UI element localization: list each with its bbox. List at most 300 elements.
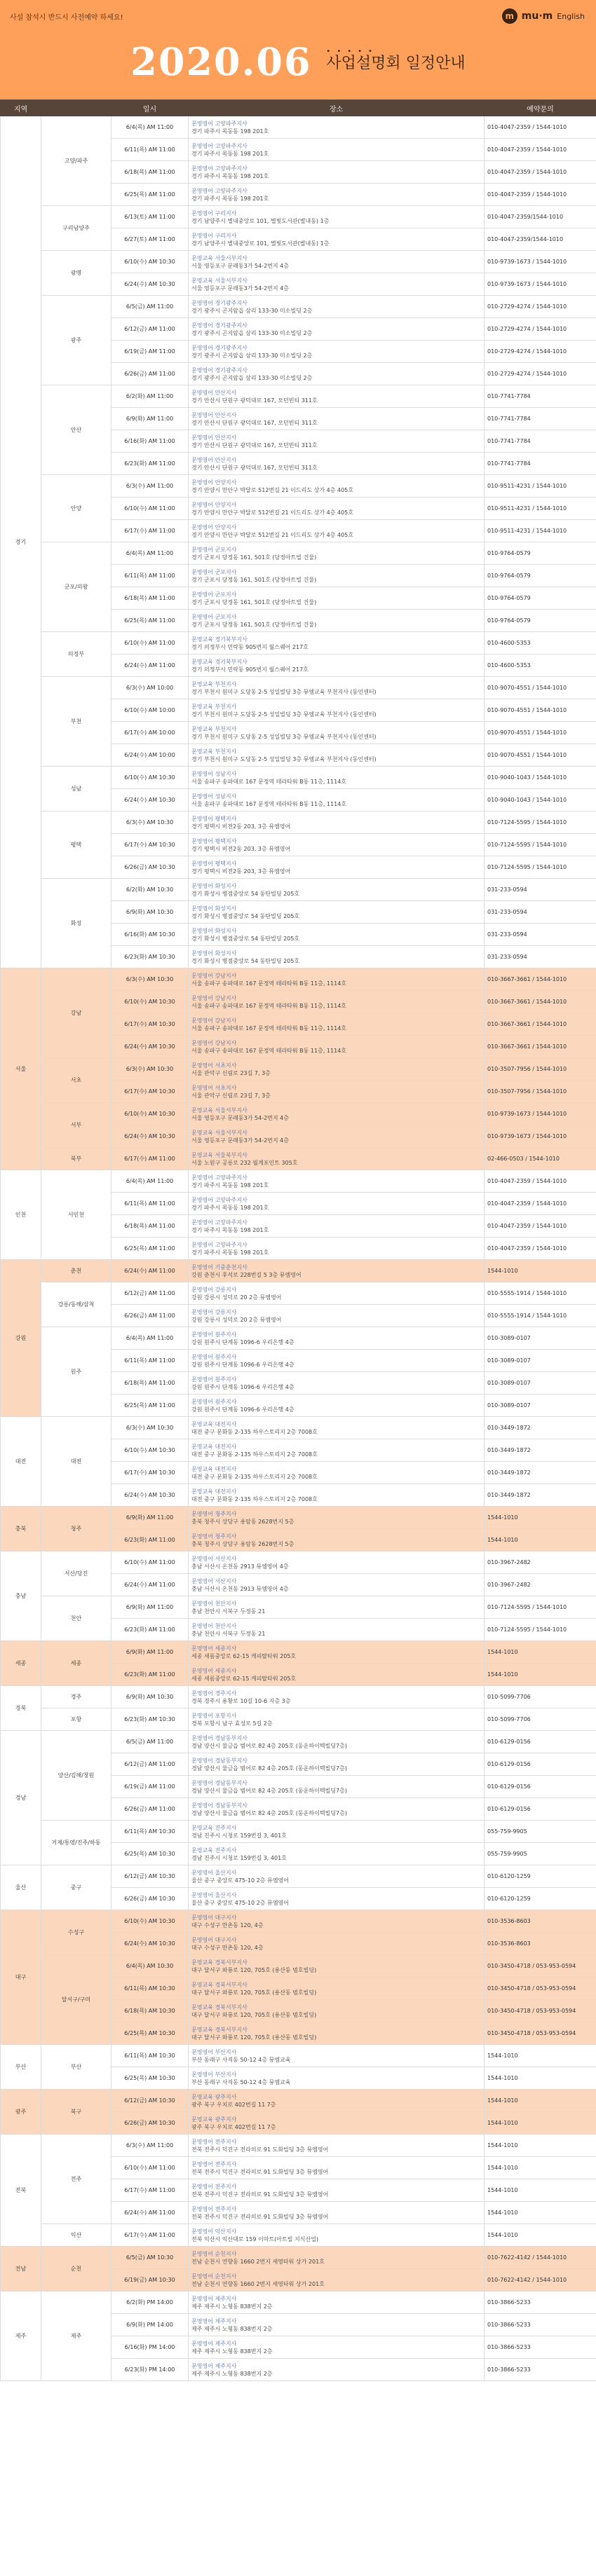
branch-name[interactable]: 문영영어 전주지사 bbox=[191, 2160, 237, 2167]
place-cell bbox=[189, 1170, 485, 1193]
branch-address: 대전 중구 문화동 2-135 하우스토리지 2층 7008호 bbox=[191, 1473, 318, 1480]
branch-name[interactable]: 문영영어 군포지사 bbox=[191, 613, 237, 620]
phone-cell[interactable]: 010-4047-2359 / 1544-1010 bbox=[485, 161, 596, 184]
date-cell: 6/23(화) AM 11:00 bbox=[111, 1664, 189, 1686]
branch-name[interactable]: 문영영어 안양지사 bbox=[191, 501, 237, 508]
branch-name[interactable]: 문영영어 고양파주지사 bbox=[191, 1174, 248, 1181]
schedule-row bbox=[1, 1170, 596, 1193]
phone-cell[interactable]: 010-4047-2359 / 1544-1010 bbox=[485, 139, 596, 161]
branch-name[interactable]: 문영영어 청주지사 bbox=[191, 1510, 237, 1517]
phone-cell[interactable]: 010-4600-5353 bbox=[485, 632, 596, 655]
phone-cell[interactable]: 010-7124-5595 / 1544-1010 bbox=[485, 856, 596, 879]
phone-cell[interactable]: 010-3089-0107 bbox=[485, 1327, 596, 1350]
phone-cell[interactable]: 010-9739-1673 / 1544-1010 bbox=[485, 273, 596, 296]
phone-cell[interactable]: 055-759-9905 bbox=[485, 1821, 596, 1843]
place-cell bbox=[189, 2135, 485, 2157]
phone-cell[interactable]: 010-2729-4274 / 1544-1010 bbox=[485, 341, 596, 363]
phone-cell[interactable]: 010-9070-4551 / 1544-1010 bbox=[485, 677, 596, 699]
branch-name[interactable]: 문영영어 전주지사 bbox=[191, 2138, 237, 2145]
branch-address: 경기 파주시 목동동 198 201호 bbox=[191, 128, 269, 135]
branch-name[interactable]: 문영영어 제주지사 bbox=[191, 2362, 237, 2369]
branch-name[interactable]: 문영교육 경북서부지사 bbox=[191, 2003, 248, 2010]
branch-name[interactable]: 문영영어 제주지사 bbox=[191, 2340, 237, 2347]
date-cell: 6/17(수) AM 11:00 bbox=[111, 2224, 189, 2247]
phone-cell[interactable]: 010-9070-4551 / 1544-1010 bbox=[485, 722, 596, 744]
phone-cell[interactable]: 010-2729-4274 / 1544-1010 bbox=[485, 318, 596, 341]
place-cell bbox=[189, 318, 485, 341]
branch-name[interactable]: 문영영어 고양파주지사 bbox=[191, 165, 248, 172]
date-cell: 6/23(화) AM 11:00 bbox=[111, 1619, 189, 1641]
place-cell bbox=[189, 2045, 485, 2067]
branch-name[interactable]: 문영영어 안양지사 bbox=[191, 479, 237, 486]
branch-name[interactable]: 문영영어 안산지사 bbox=[191, 411, 237, 418]
phone-cell[interactable]: 010-9070-4551 / 1544-1010 bbox=[485, 744, 596, 767]
phone-cell[interactable]: 010-3449-1872 bbox=[485, 1462, 596, 1484]
phone-cell[interactable]: 010-7622-4142 / 1544-1010 bbox=[485, 2247, 596, 2269]
phone-cell[interactable]: 1544-1010 bbox=[485, 2135, 596, 2157]
place-cell bbox=[189, 1888, 485, 1910]
date-cell: 6/9(화) AM 10:30 bbox=[111, 1686, 189, 1708]
region-cell: 경기 bbox=[1, 116, 41, 968]
branch-name[interactable]: 문영영어 원주지사 bbox=[191, 1376, 237, 1383]
branch-address: 경기 화성시 병점중앙로 54 동탄빌딩 205호 bbox=[191, 935, 300, 942]
phone-cell[interactable]: 010-3667-3661 / 1544-1010 bbox=[485, 991, 596, 1013]
schedule-row bbox=[1, 475, 596, 498]
phone-cell[interactable]: 1544-1010 bbox=[485, 2157, 596, 2179]
phone-cell[interactable]: 010-4047-2359 / 1544-1010 bbox=[485, 184, 596, 206]
phone-cell[interactable]: 010-7741-7784 bbox=[485, 453, 596, 475]
branch-name[interactable]: 문영교육 서울서부지사 bbox=[191, 254, 248, 261]
branch-address: 경남 양산시 물금읍 범어로 82 4층 205호 (동운하이텍빌딩7층) bbox=[191, 1787, 347, 1794]
place-cell bbox=[189, 968, 485, 991]
branch-name[interactable]: 문영영어 제주지사 bbox=[191, 2317, 237, 2324]
phone-cell[interactable]: 010-6129-0156 bbox=[485, 1731, 596, 1753]
place-cell bbox=[189, 1731, 485, 1753]
branch-name[interactable]: 문영영어 포항지사 bbox=[191, 1712, 237, 1719]
phone-cell[interactable]: 010-5555-1914 / 1544-1010 bbox=[485, 1305, 596, 1327]
date-cell: 6/17(수) AM 10:30 bbox=[111, 1013, 189, 1036]
phone-cell[interactable]: 010-3449-1872 bbox=[485, 1417, 596, 1439]
branch-name[interactable]: 문영교육 서울서부지사 bbox=[191, 1107, 248, 1114]
branch-name[interactable]: 문영영어 원주지사 bbox=[191, 1331, 237, 1338]
branch-name[interactable]: 문영영어 서산지사 bbox=[191, 1555, 237, 1562]
place-cell bbox=[189, 1664, 485, 1686]
branch-name[interactable]: 문영교육 서울북부지사 bbox=[191, 1151, 248, 1158]
branch-name[interactable]: 문영영어 안양지사 bbox=[191, 523, 237, 530]
branch-name[interactable]: 문영영어 경남동부지사 bbox=[191, 1779, 248, 1786]
phone-cell[interactable]: 010-7741-7784 bbox=[485, 408, 596, 430]
phone-cell[interactable]: 010-3536-8603 bbox=[485, 1910, 596, 1933]
branch-name[interactable]: 문영교육 부천지사 bbox=[191, 703, 237, 710]
title-text bbox=[326, 47, 466, 72]
phone-cell[interactable]: 010-3667-3661 / 1544-1010 bbox=[485, 1013, 596, 1036]
date-cell: 6/17(수) AM 11:00 bbox=[111, 2179, 189, 2202]
branch-name[interactable]: 문영영어 대구지사 bbox=[191, 1914, 237, 1921]
phone-cell[interactable]: 010-9764-0579 bbox=[485, 587, 596, 610]
phone-cell[interactable]: 1544-1010 bbox=[485, 1641, 596, 1664]
branch-name[interactable]: 문영교육 광주지사 bbox=[191, 2116, 237, 2123]
branch-name[interactable]: 문영영어 평택지사 bbox=[191, 837, 237, 844]
branch-address: 서울 영등포구 문래동3가 54-2번지 4층 bbox=[191, 1114, 289, 1121]
schedule-row bbox=[1, 1641, 596, 1664]
phone-cell[interactable]: 010-3866-5233 bbox=[485, 2359, 596, 2381]
phone-cell[interactable]: 010-4600-5353 bbox=[485, 655, 596, 677]
place-cell bbox=[189, 1058, 485, 1081]
branch-name[interactable]: 문영영어 제주지사 bbox=[191, 2295, 237, 2302]
phone-cell[interactable]: 010-3450-4718 / 053-953-0594 bbox=[485, 2022, 596, 2045]
branch-name[interactable]: 문영교육 대전지사 bbox=[191, 1488, 237, 1495]
phone-cell[interactable]: 010-4047-2359 / 1544-1010 bbox=[485, 1215, 596, 1238]
date-cell: 6/24(수) AM 10:30 bbox=[111, 273, 189, 296]
date-cell: 6/10(수) AM 11:00 bbox=[111, 1551, 189, 1574]
area-cell: 서부 bbox=[41, 1103, 111, 1148]
branch-address: 대구 달서구 와룡로 120, 705호 (용산동 범호빌딩) bbox=[191, 2034, 317, 2041]
phone-cell[interactable]: 055-759-9905 bbox=[485, 1843, 596, 1865]
branch-name[interactable]: 문영영어 경주지사 bbox=[191, 1690, 237, 1697]
phone-cell[interactable]: 1544-1010 bbox=[485, 2202, 596, 2224]
date-cell: 6/19(금) AM 11:00 bbox=[111, 1776, 189, 1798]
phone-cell[interactable]: 1544-1010 bbox=[485, 1507, 596, 1529]
phone-cell[interactable]: 010-6129-0156 bbox=[485, 1753, 596, 1776]
place-cell bbox=[189, 184, 485, 206]
branch-address: 전북 전주시 덕진구 전라의로 91 도화빌딩 3층 뮤엠영어 bbox=[191, 2191, 329, 2198]
branch-address: 경북 포항시 남구 효성로 5길 2층 bbox=[191, 1720, 273, 1727]
branch-name[interactable]: 문영영어 안산지사 bbox=[191, 434, 237, 441]
date-cell: 6/18(목) AM 11:00 bbox=[111, 1215, 189, 1238]
branch-name[interactable]: 문영영어 익산지사 bbox=[191, 2228, 237, 2235]
area-cell: 평택 bbox=[41, 811, 111, 879]
place-cell bbox=[189, 161, 485, 184]
phone-cell[interactable]: 010-9764-0579 bbox=[485, 542, 596, 565]
date-cell: 6/24(수) AM 11:00 bbox=[111, 1574, 189, 1596]
branch-name[interactable]: 문영영어 기중춘천지사 bbox=[191, 1263, 248, 1270]
date-cell: 6/17(수) AM 10:00 bbox=[111, 722, 189, 744]
branch-name[interactable]: 문영영어 원주지사 bbox=[191, 1398, 237, 1405]
phone-cell[interactable]: 010-7124-5595 / 1544-1010 bbox=[485, 811, 596, 834]
branch-name[interactable]: 문영영어 강남지사 bbox=[191, 994, 237, 1001]
branch-name[interactable]: 문영교육 대전지사 bbox=[191, 1420, 237, 1427]
branch-name[interactable]: 문영영어 고양파주지사 bbox=[191, 120, 248, 127]
place-cell bbox=[189, 296, 485, 318]
phone-cell[interactable]: 010-6129-0156 bbox=[485, 1798, 596, 1821]
branch-name[interactable]: 문영영어 구리지사 bbox=[191, 232, 237, 239]
phone-cell[interactable]: 010-9739-1673 / 1544-1010 bbox=[485, 251, 596, 273]
date-cell: 6/25(목) AM 11:00 bbox=[111, 610, 189, 632]
phone-cell[interactable]: 010-9511-4231 / 1544-1010 bbox=[485, 520, 596, 542]
phone-cell[interactable]: 010-3449-1872 bbox=[485, 1439, 596, 1462]
branch-name[interactable]: 문영영어 구리지사 bbox=[191, 210, 237, 217]
branch-name[interactable]: 문영교육 대전지사 bbox=[191, 1443, 237, 1450]
date-cell: 6/18(목) AM 10:30 bbox=[111, 2000, 189, 2022]
branch-name[interactable]: 문영영어 평택지사 bbox=[191, 815, 237, 822]
branch-name[interactable]: 문영영어 순천지사 bbox=[191, 2273, 237, 2280]
branch-name[interactable]: 문영영어 군포지사 bbox=[191, 546, 237, 553]
area-cell: 의정부 bbox=[41, 632, 111, 677]
place-cell bbox=[189, 1798, 485, 1821]
branch-name[interactable]: 문영영어 화성지사 bbox=[191, 927, 237, 934]
branch-address: 강원 강릉시 성덕로 20 2층 뮤엠영어 bbox=[191, 1316, 282, 1323]
phone-cell[interactable]: 02-466-0503 / 1544-1010 bbox=[485, 1148, 596, 1170]
phone-cell[interactable]: 010-3967-2482 bbox=[485, 1551, 596, 1574]
brand-logo[interactable] bbox=[502, 8, 585, 24]
col-place-header: 장소 bbox=[189, 100, 485, 116]
phone-cell[interactable]: 010-6120-1259 bbox=[485, 1865, 596, 1888]
branch-name[interactable]: 문영영어 경기광주지사 bbox=[191, 344, 248, 351]
phone-cell[interactable]: 010-3507-7956 / 1544-1010 bbox=[485, 1081, 596, 1103]
place-cell bbox=[189, 206, 485, 228]
branch-address: 서울 관악구 신림로 23길 7, 3층 bbox=[191, 1092, 271, 1099]
place-cell bbox=[189, 1551, 485, 1574]
branch-name[interactable]: 문영영어 경남동부지사 bbox=[191, 1757, 248, 1764]
branch-name[interactable]: 문영교육 서울서부지사 bbox=[191, 1129, 248, 1136]
branch-name[interactable]: 문영영어 강남지사 bbox=[191, 972, 237, 979]
branch-name[interactable]: 문영영어 청주지사 bbox=[191, 1533, 237, 1540]
branch-name[interactable]: 문영영어 대구지사 bbox=[191, 1936, 237, 1943]
phone-cell[interactable]: 010-5099-7706 bbox=[485, 1708, 596, 1731]
date-cell: 6/17(수) AM 10:30 bbox=[111, 834, 189, 856]
branch-name[interactable]: 문영영어 경기광주지사 bbox=[191, 299, 248, 306]
date-cell: 6/5(금) AM 11:00 bbox=[111, 1731, 189, 1753]
phone-cell[interactable]: 1544-1010 bbox=[485, 2179, 596, 2202]
phone-cell[interactable]: 1544-1010 bbox=[485, 1529, 596, 1551]
phone-cell[interactable]: 010-2729-4274 / 1544-1010 bbox=[485, 363, 596, 385]
branch-name[interactable]: 문영교육 경북서부지사 bbox=[191, 2026, 248, 2033]
branch-name[interactable]: 문영영어 강릉지사 bbox=[191, 1286, 237, 1293]
branch-name[interactable]: 문영영어 경남동부지사 bbox=[191, 1802, 248, 1809]
date-cell: 6/19(금) AM 10:30 bbox=[111, 2269, 189, 2291]
phone-cell[interactable]: 010-3450-4718 / 053-953-0594 bbox=[485, 2000, 596, 2022]
phone-cell[interactable]: 010-4047-2359/1544-1010 bbox=[485, 228, 596, 251]
phone-cell[interactable]: 010-9764-0579 bbox=[485, 610, 596, 632]
branch-address: 전남 순천시 연향동 1660 2번지 세영타워 상가 201호 bbox=[191, 2258, 325, 2265]
phone-cell[interactable]: 010-9070-4551 / 1544-1010 bbox=[485, 699, 596, 722]
branch-address: 강원 원주시 단계동 1096-6 우리은행 4층 bbox=[191, 1383, 294, 1390]
phone-cell[interactable]: 010-4047-2359 / 1544-1010 bbox=[485, 116, 596, 139]
branch-name[interactable]: 문영교육 진주지사 bbox=[191, 1824, 237, 1831]
branch-name[interactable]: 문영영어 강남지사 bbox=[191, 1017, 237, 1024]
phone-cell[interactable]: 010-3450-4718 / 053-953-0594 bbox=[485, 1978, 596, 2000]
date-cell: 6/9(화) PM 14:00 bbox=[111, 2314, 189, 2336]
phone-cell[interactable]: 010-3866-5233 bbox=[485, 2314, 596, 2336]
branch-name[interactable]: 문영교육 경기북부지사 bbox=[191, 636, 248, 643]
branch-address: 서울 송파구 송파대로 167 문정역 테라타워 B동 11층, 1114호 bbox=[191, 1002, 347, 1009]
branch-name[interactable]: 문영교육 부천지사 bbox=[191, 725, 237, 732]
branch-address: 경기 부천시 원미구 도당동 2-5 성일빌딩 3층 뮤엠교육 부천지사 (동인센터) bbox=[191, 688, 377, 695]
area-cell: 익산 bbox=[41, 2224, 111, 2247]
branch-name[interactable]: 문영영어 강남지사 bbox=[191, 1039, 237, 1046]
phone-cell[interactable]: 031-233-0594 bbox=[485, 879, 596, 901]
phone-cell[interactable]: 010-9511-4231 / 1544-1010 bbox=[485, 498, 596, 520]
branch-name[interactable]: 문영영어 고양파주지사 bbox=[191, 1241, 248, 1248]
phone-cell[interactable]: 010-3089-0107 bbox=[485, 1350, 596, 1372]
phone-cell[interactable]: 010-9739-1673 / 1544-1010 bbox=[485, 1103, 596, 1125]
area-cell: 세종 bbox=[41, 1641, 111, 1686]
phone-cell[interactable]: 010-7124-5595 / 1544-1010 bbox=[485, 1596, 596, 1619]
branch-address: 세종 새롬중앙로 62-15 캐피탈타워 205호 bbox=[191, 1675, 297, 1682]
phone-cell[interactable]: 010-3866-5233 bbox=[485, 2291, 596, 2314]
place-cell bbox=[189, 1327, 485, 1350]
branch-name[interactable]: 문영영어 화성지사 bbox=[191, 882, 237, 889]
branch-name[interactable]: 문영영어 천안지사 bbox=[191, 1600, 237, 1607]
branch-address: 경기 광주시 곤지암읍 삼리 133-30 미소빌딩 2층 bbox=[191, 307, 313, 314]
branch-name[interactable]: 문영영어 고양파주지사 bbox=[191, 1219, 248, 1226]
branch-name[interactable]: 문영영어 울산지사 bbox=[191, 1891, 237, 1898]
place-cell bbox=[189, 1439, 485, 1462]
phone-cell[interactable]: 1544-1010 bbox=[485, 2045, 596, 2067]
phone-cell[interactable]: 010-9764-0579 bbox=[485, 565, 596, 587]
branch-name[interactable]: 문영교육 부천지사 bbox=[191, 680, 237, 687]
branch-name[interactable]: 문영교육 경북서부지사 bbox=[191, 1981, 248, 1988]
phone-cell[interactable]: 010-3667-3661 / 1544-1010 bbox=[485, 968, 596, 991]
schedule-row bbox=[1, 2045, 596, 2067]
phone-cell[interactable]: 010-7741-7784 bbox=[485, 430, 596, 453]
branch-name[interactable]: 문영교육 부천지사 bbox=[191, 748, 237, 755]
branch-name[interactable]: 문영교육 서울서부지사 bbox=[191, 277, 248, 284]
date-cell: 6/17(수) AM 11:00 bbox=[111, 520, 189, 542]
branch-address: 경기 파주시 목동동 198 201호 bbox=[191, 1249, 269, 1256]
branch-name[interactable]: 문영영어 경기광주지사 bbox=[191, 366, 248, 374]
place-cell bbox=[189, 1955, 485, 1978]
area-cell: 수성구 bbox=[41, 1910, 111, 1955]
branch-name[interactable]: 문영영어 순천지사 bbox=[191, 2250, 237, 2257]
branch-name[interactable]: 문영교육 진주지사 bbox=[191, 1847, 237, 1854]
date-cell: 6/25(목) AM 10:30 bbox=[111, 1843, 189, 1865]
branch-name[interactable]: 문영영어 서초지사 bbox=[191, 1084, 237, 1091]
branch-name[interactable]: 문영영어 군포지사 bbox=[191, 568, 237, 575]
place-cell bbox=[189, 116, 485, 139]
region-cell: 부산 bbox=[1, 2045, 41, 2090]
branch-name[interactable]: 문영영어 화성지사 bbox=[191, 950, 237, 957]
date-cell: 6/18(목) AM 11:00 bbox=[111, 1372, 189, 1395]
phone-cell[interactable]: 010-2729-4274 / 1544-1010 bbox=[485, 296, 596, 318]
phone-cell[interactable]: 010-3449-1872 bbox=[485, 1484, 596, 1507]
branch-name[interactable]: 문영영어 안산지사 bbox=[191, 456, 237, 463]
phone-cell[interactable]: 010-9511-4231 / 1544-1010 bbox=[485, 475, 596, 498]
branch-name[interactable]: 문영영어 세종지사 bbox=[191, 1645, 237, 1652]
title-dots: ••••• bbox=[326, 47, 379, 55]
branch-address: 광주 북구 우치로 402번길 11 7층 bbox=[191, 2123, 276, 2130]
branch-name[interactable]: 문영영어 전주지사 bbox=[191, 2183, 237, 2190]
phone-cell[interactable]: 010-4047-2359/1544-1010 bbox=[485, 206, 596, 228]
phone-cell[interactable]: 010-5099-7706 bbox=[485, 1686, 596, 1708]
phone-cell[interactable]: 1544-1010 bbox=[485, 2224, 596, 2247]
branch-name[interactable]: 문영영어 안산지사 bbox=[191, 389, 237, 396]
phone-cell[interactable]: 1544-1010 bbox=[485, 1260, 596, 1282]
phone-cell[interactable]: 031-233-0594 bbox=[485, 946, 596, 968]
branch-name[interactable]: 문영영어 울산지사 bbox=[191, 1869, 237, 1876]
phone-cell[interactable]: 1544-1010 bbox=[485, 2112, 596, 2135]
place-cell bbox=[189, 1507, 485, 1529]
branch-name[interactable]: 문영교육 경북서부지사 bbox=[191, 1959, 248, 1966]
phone-cell[interactable]: 010-5555-1914 / 1544-1010 bbox=[485, 1282, 596, 1305]
phone-cell[interactable]: 010-4047-2359 / 1544-1010 bbox=[485, 1170, 596, 1193]
area-cell: 경주 bbox=[41, 1686, 111, 1708]
branch-name[interactable]: 문영영어 부산지사 bbox=[191, 2048, 237, 2055]
logo-subtext: English bbox=[557, 11, 585, 21]
phone-cell[interactable]: 1544-1010 bbox=[485, 2090, 596, 2112]
date-cell: 6/18(목) AM 11:00 bbox=[111, 587, 189, 610]
branch-address: 강원 원주시 단계동 1096-6 우리은행 4층 bbox=[191, 1406, 294, 1413]
branch-name[interactable]: 문영영어 군포지사 bbox=[191, 591, 237, 598]
phone-cell[interactable]: 031-233-0594 bbox=[485, 901, 596, 924]
phone-cell[interactable]: 010-9040-1043 / 1544-1010 bbox=[485, 789, 596, 811]
date-cell: 6/10(수) AM 10:30 bbox=[111, 1103, 189, 1125]
place-cell bbox=[189, 1843, 485, 1865]
phone-cell[interactable]: 010-6129-0156 bbox=[485, 1776, 596, 1798]
date-cell: 6/23(화) AM 10:30 bbox=[111, 1708, 189, 1731]
phone-cell[interactable]: 010-6120-1259 bbox=[485, 1888, 596, 1910]
branch-name[interactable]: 문영영어 부산지사 bbox=[191, 2071, 237, 2078]
branch-name[interactable]: 문영영어 고양파주지사 bbox=[191, 142, 248, 149]
phone-cell[interactable]: 010-9739-1673 / 1544-1010 bbox=[485, 1125, 596, 1148]
branch-name[interactable]: 문영영어 성남지사 bbox=[191, 793, 237, 800]
branch-name[interactable]: 문영영어 전주지사 bbox=[191, 2205, 237, 2212]
place-cell bbox=[189, 1776, 485, 1798]
branch-name[interactable]: 문영교육 경기북부지사 bbox=[191, 658, 248, 665]
phone-cell[interactable]: 010-3507-7956 / 1544-1010 bbox=[485, 1058, 596, 1081]
phone-cell[interactable]: 010-3089-0107 bbox=[485, 1395, 596, 1417]
branch-name[interactable]: 문영영어 원주지사 bbox=[191, 1353, 237, 1360]
phone-cell[interactable]: 1544-1010 bbox=[485, 1664, 596, 1686]
area-cell: 구리남양주 bbox=[41, 206, 111, 251]
phone-cell[interactable]: 010-3967-2482 bbox=[485, 1574, 596, 1596]
branch-name[interactable]: 문영영어 세종지사 bbox=[191, 1667, 237, 1674]
branch-name[interactable]: 문영영어 평택지사 bbox=[191, 860, 237, 867]
schedule-row bbox=[1, 2247, 596, 2269]
area-cell: 안양 bbox=[41, 475, 111, 542]
branch-name[interactable]: 문영영어 고양파주지사 bbox=[191, 187, 248, 194]
phone-cell[interactable]: 010-4047-2359 / 1544-1010 bbox=[485, 1193, 596, 1215]
branch-name[interactable]: 문영영어 성남지사 bbox=[191, 770, 237, 777]
branch-name[interactable]: 문영영어 서초지사 bbox=[191, 1062, 237, 1069]
phone-cell[interactable]: 010-3450-4718 / 053-953-0594 bbox=[485, 1955, 596, 1978]
branch-name[interactable]: 문영교육 대전지사 bbox=[191, 1465, 237, 1472]
place-cell bbox=[189, 2314, 485, 2336]
phone-cell[interactable]: 010-3667-3661 / 1544-1010 bbox=[485, 1036, 596, 1058]
phone-cell[interactable]: 010-7124-5595 / 1544-1010 bbox=[485, 1619, 596, 1641]
branch-address: 충남 서산시 온천동 2913 뮤엠영어 4층 bbox=[191, 1585, 289, 1592]
phone-cell[interactable]: 010-7741-7784 bbox=[485, 385, 596, 408]
area-cell: 부천 bbox=[41, 677, 111, 767]
phone-cell[interactable]: 010-7622-4142 / 1544-1010 bbox=[485, 2269, 596, 2291]
branch-name[interactable]: 문영영어 경기광주지사 bbox=[191, 322, 248, 329]
date-cell: 6/4(목) AM 11:00 bbox=[111, 542, 189, 565]
branch-name[interactable]: 문영영어 강릉지사 bbox=[191, 1308, 237, 1315]
date-cell: 6/3(수) AM 10:00 bbox=[111, 677, 189, 699]
branch-name[interactable]: 문영영어 천안지사 bbox=[191, 1622, 237, 1629]
branch-name[interactable]: 문영영어 고양파주지사 bbox=[191, 1196, 248, 1203]
date-cell: 6/3(수) AM 11:00 bbox=[111, 475, 189, 498]
date-cell: 6/10(수) AM 11:00 bbox=[111, 498, 189, 520]
date-cell: 6/12(금) AM 10:30 bbox=[111, 2090, 189, 2112]
phone-cell[interactable]: 010-3536-8603 bbox=[485, 1933, 596, 1955]
branch-name[interactable]: 문영영어 화성지사 bbox=[191, 905, 237, 912]
phone-cell[interactable]: 010-3866-5233 bbox=[485, 2336, 596, 2359]
branch-name[interactable]: 문영영어 서산지사 bbox=[191, 1577, 237, 1584]
phone-cell[interactable]: 010-3089-0107 bbox=[485, 1372, 596, 1395]
branch-name[interactable]: 문영영어 경남동부지사 bbox=[191, 1734, 248, 1741]
place-cell bbox=[189, 2224, 485, 2247]
phone-cell[interactable]: 010-7124-5595 / 1544-1010 bbox=[485, 834, 596, 856]
area-cell: 부산 bbox=[41, 2045, 111, 2090]
phone-cell[interactable]: 010-9040-1043 / 1544-1010 bbox=[485, 767, 596, 789]
date-cell: 6/4(목) AM 10:30 bbox=[111, 1955, 189, 1978]
phone-cell[interactable]: 010-4047-2359 / 1544-1010 bbox=[485, 1238, 596, 1260]
place-cell bbox=[189, 408, 485, 430]
phone-cell[interactable]: 031-233-0594 bbox=[485, 924, 596, 946]
branch-name[interactable]: 문영교육 광주지사 bbox=[191, 2093, 237, 2100]
phone-cell[interactable]: 1544-1010 bbox=[485, 2067, 596, 2090]
